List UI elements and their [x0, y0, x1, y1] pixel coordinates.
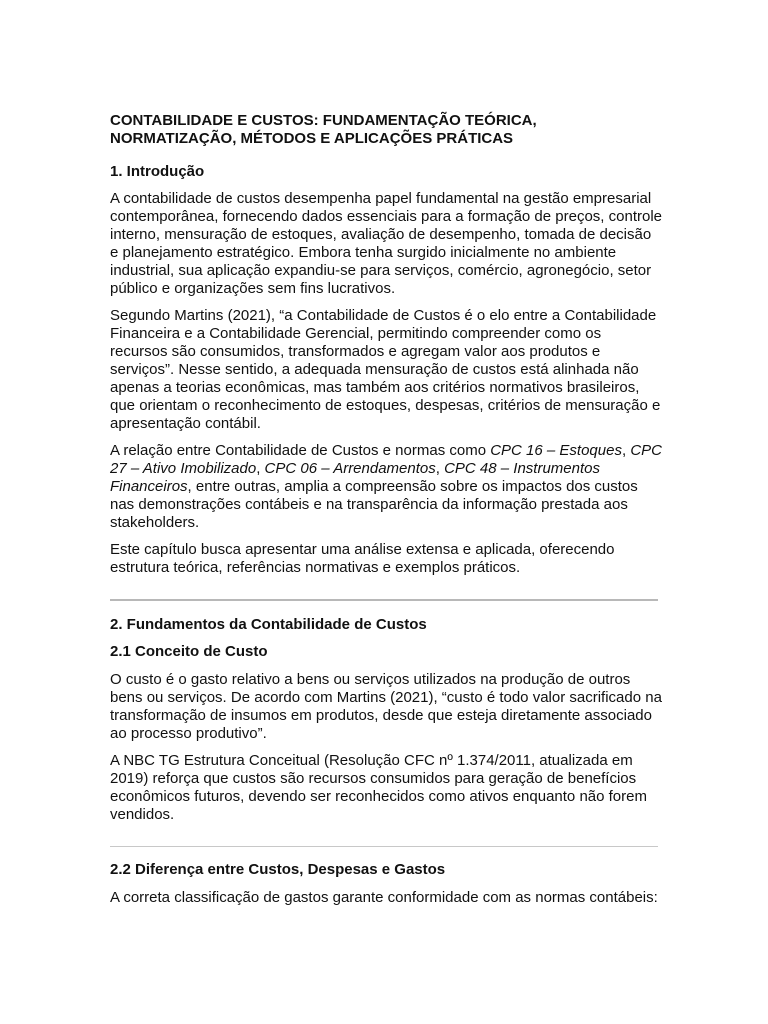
cpc-27-reference: CPC 27 – Ativo Imobilizado — [110, 442, 662, 477]
document-title — [110, 112, 662, 148]
subsection-divider — [110, 846, 658, 847]
document-title-line-2: NORMATIZAÇÃO, MÉTODOS E APLICAÇÕES PRÁTICAS — [110, 130, 514, 147]
section-1-paragraph-1: A contabilidade de custos desempenha papel fundamental na gestão empresarial contemporânea, fornecendo dados essenciais para a formação de preços, controle interno, mensuração de estoques, avaliação de desempenho, tomada de decisão e planejamento estratégico. Embora tenha surgido inicialmente no ambiente industrial, sua aplicação expandiu-se para serviços, comércio, agronegócio, setor público e organizações sem fins lucrativos. — [110, 190, 663, 297]
document-title-line-1: CONTABILIDADE E CUSTOS: FUNDAMENTAÇÃO TEÓRICA, — [110, 112, 537, 129]
paragraph-3-rest: , entre outras, amplia a compreensão sobre os impactos dos custos nas demonstrações contábeis e na transparência da informação prestada aos stakeholders. — [110, 478, 638, 531]
section-divider — [110, 599, 658, 601]
paragraph-3-intro: A relação entre Contabilidade de Custos e normas como — [110, 442, 491, 459]
subsection-2-1-heading: 2.1 Conceito de Custo — [110, 643, 268, 660]
subsection-2-1-paragraph-2: A NBC TG Estrutura Conceitual (Resolução CFC nº 1.374/2011, atualizada em 2019) reforça que custos são recursos consumidos para geração de benefícios econômicos futuros, devendo ser reconhecidos como ativos enquanto não forem vendidos. — [110, 752, 647, 823]
subsection-2-1-paragraph-1: O custo é o gasto relativo a bens ou serviços utilizados na produção de outros bens ou serviços. De acordo com Martins (2021), “custo é todo valor sacrificado na transformação de insumos em produtos, desde que esteja diretamente associado ao processo produtivo”. — [110, 671, 662, 742]
subsection-2-2-paragraph-1: A correta classificação de gastos garante conformidade com as normas contábeis: — [110, 889, 658, 906]
separator: , — [256, 460, 265, 477]
section-1-paragraph-2: Segundo Martins (2021), “a Contabilidade de Custos é o elo entre a Contabilidade Financeira e a Contabilidade Gerencial, permitindo compreender como os recursos são consumidos, transformados e agregam valor aos produtos e serviços”. Nesse sentido, a adequada mensuração de custos está alinhada não apenas a teorias econômicas, mas também aos critérios normativos brasileiros, que orientam o reconhecimento de estoques, despesas, critérios de mensuração e apresentação contábil. — [110, 307, 661, 432]
cpc-06-reference: CPC 06 – Arrendamentos — [264, 460, 436, 477]
separator: , — [621, 442, 631, 459]
section-2-heading: 2. Fundamentos da Contabilidade de Custos — [110, 616, 427, 633]
document-body — [110, 112, 662, 907]
separator: , — [435, 460, 445, 477]
cpc-16-reference: CPC 16 – Estoques — [490, 442, 622, 459]
section-1-paragraph-3 — [110, 442, 662, 532]
subsection-2-2-heading: 2.2 Diferença entre Custos, Despesas e Gastos — [110, 861, 446, 878]
section-1-heading: 1. Introdução — [110, 163, 205, 180]
section-1-paragraph-4: Este capítulo busca apresentar uma análise extensa e aplicada, oferecendo estrutura teórica, referências normativas e exemplos práticos. — [110, 541, 615, 576]
cpc-48-reference: CPC 48 – Instrumentos Financeiros — [110, 460, 600, 495]
